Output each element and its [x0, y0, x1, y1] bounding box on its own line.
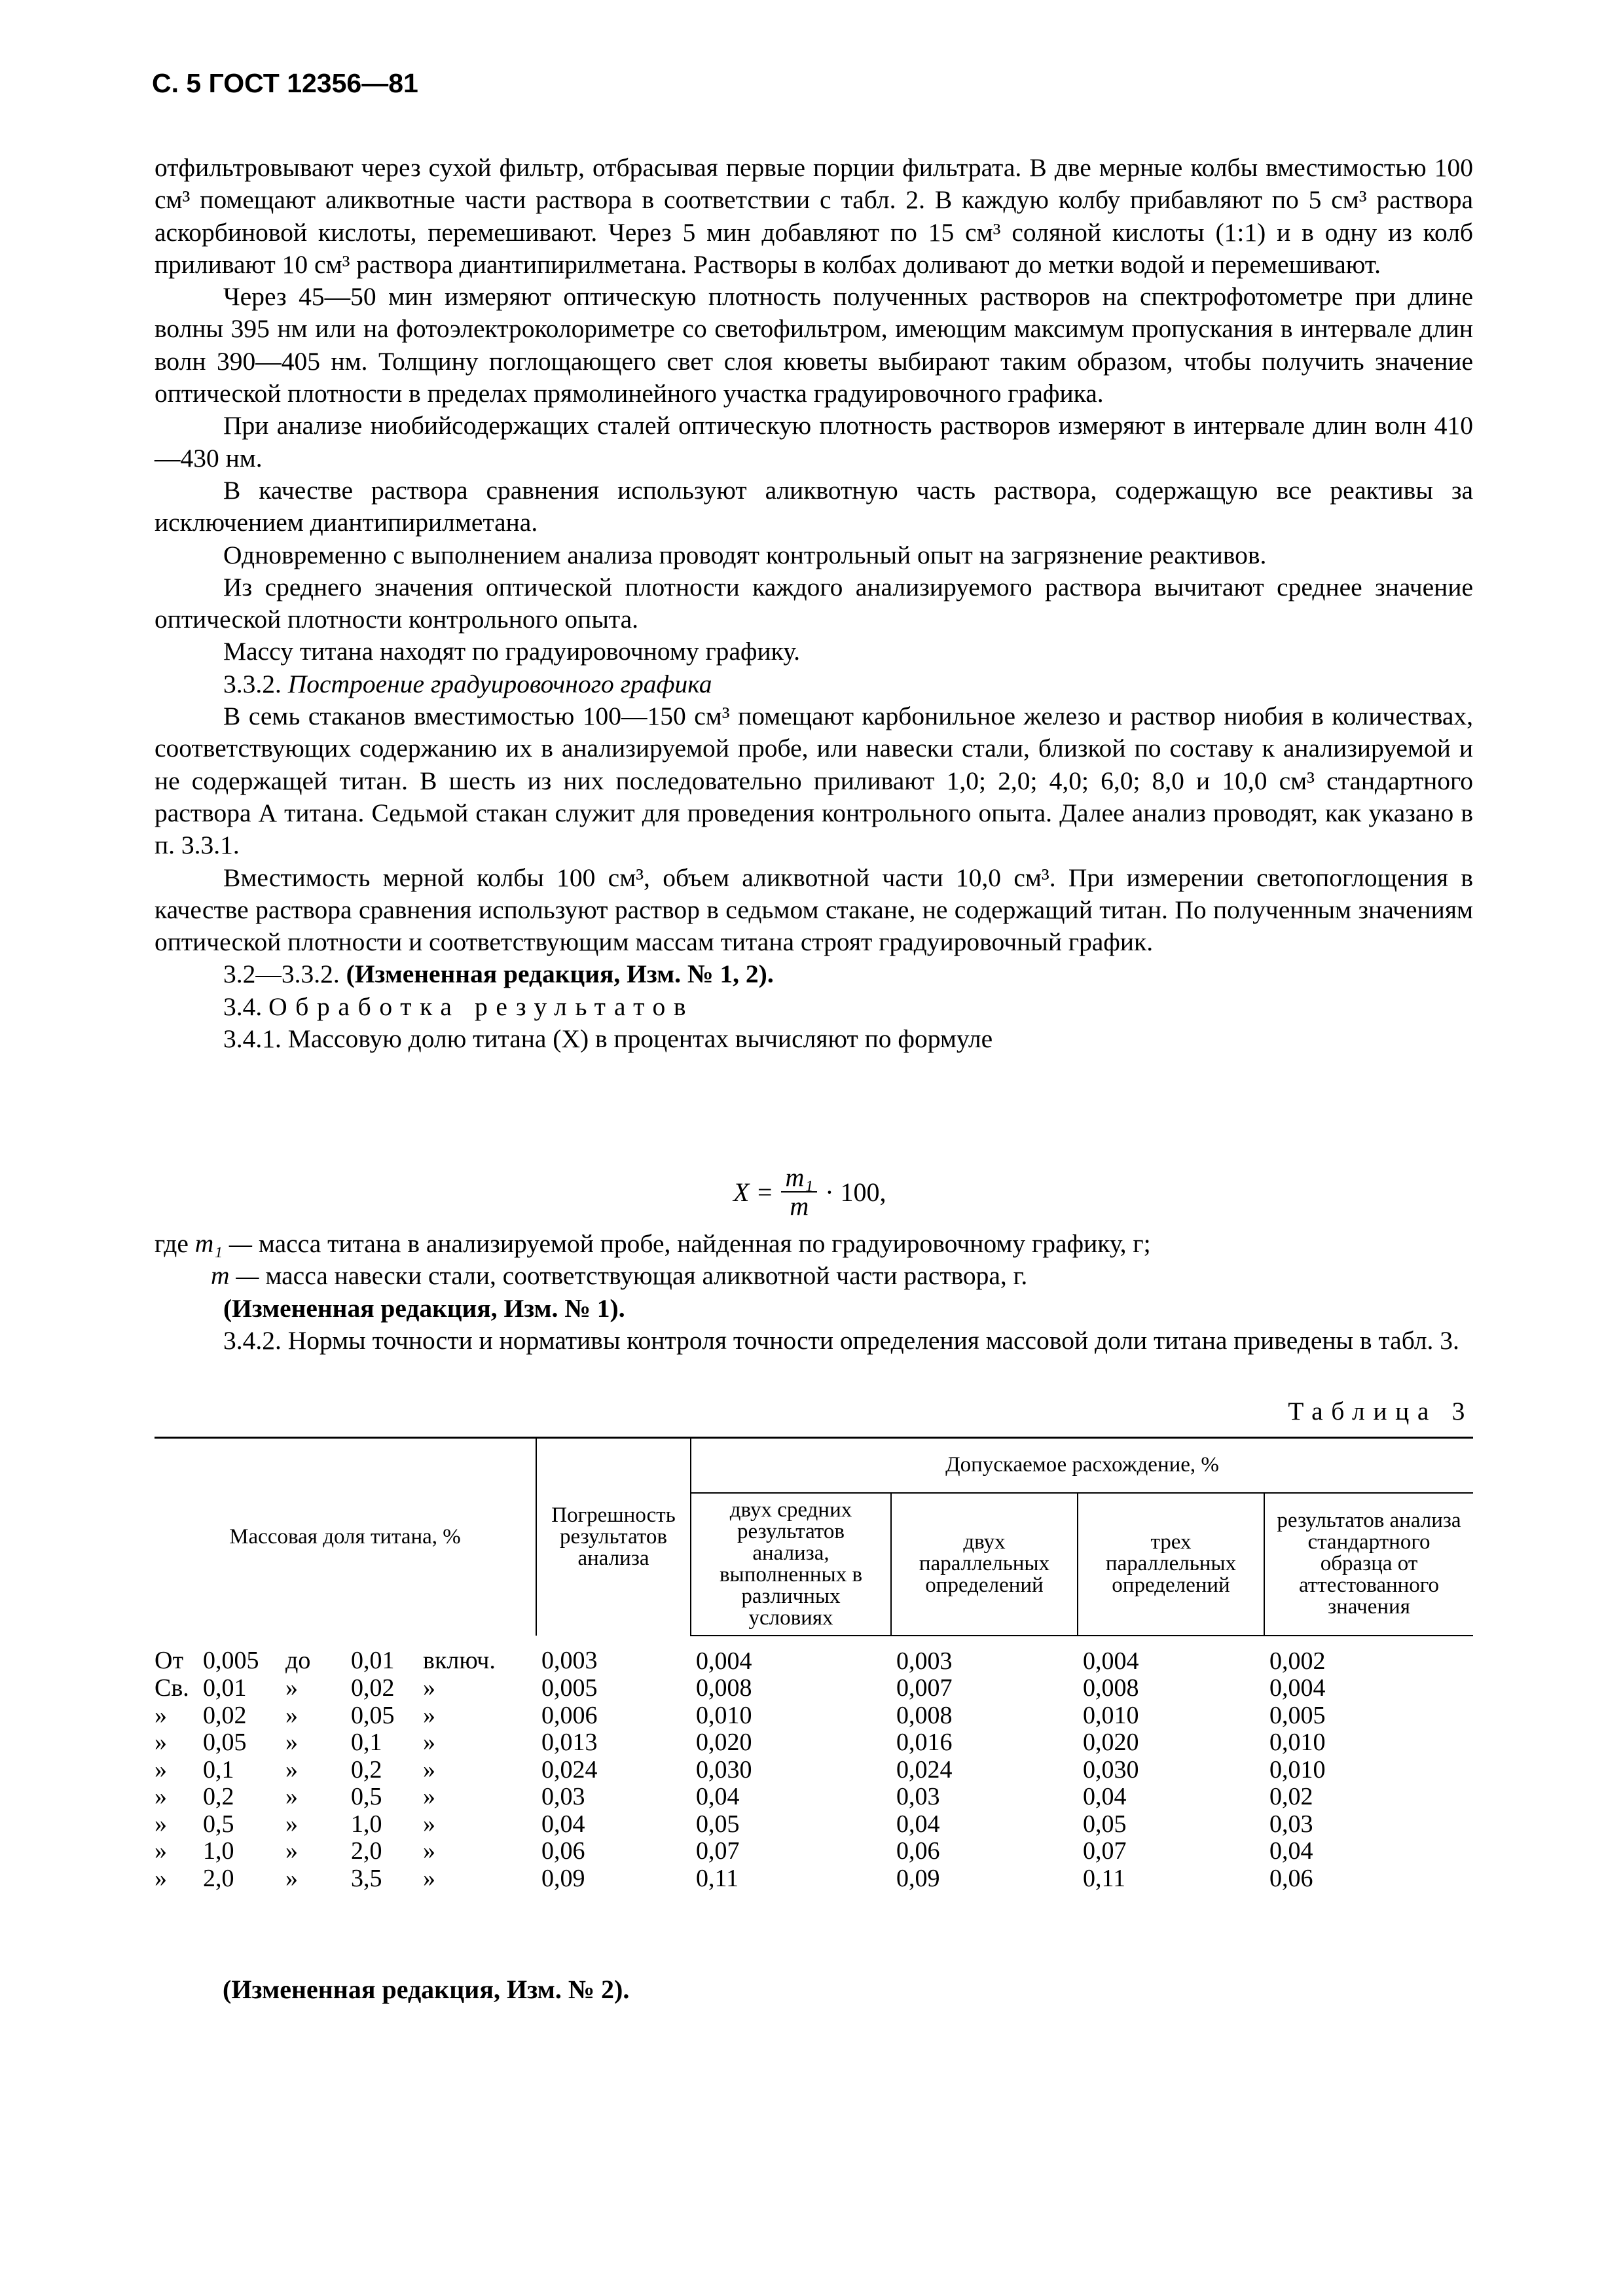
legend-lead: где [155, 1229, 189, 1258]
range-suffix: включ. [423, 1646, 496, 1674]
error-cell: 0,024 [541, 1755, 598, 1784]
range-low: 0,02 [203, 1701, 247, 1729]
mass-range-cell [155, 1636, 536, 1676]
range-mid: » [285, 1729, 298, 1756]
paragraph: При анализе ниобийсодержащих сталей оптическую плотность растворов измеряют в интервале длин волн 410—430 нм. [155, 411, 1473, 473]
table-3 [155, 1437, 1473, 1892]
range-mid: » [285, 1864, 298, 1892]
formula [733, 1164, 886, 1220]
range-prefix: » [155, 1701, 167, 1729]
formula-denominator: m [790, 1191, 809, 1221]
standard-sample-cell: 0,004 [1269, 1674, 1326, 1702]
two-means-cell: 0,05 [696, 1810, 740, 1838]
section-heading-3-4 [155, 991, 1473, 1023]
header-mass-fraction: Массовая доля титана, % [155, 1438, 536, 1636]
mass-range-cell [155, 1702, 536, 1730]
mass-range-cell [155, 1757, 536, 1784]
range-low: 0,2 [203, 1783, 234, 1810]
standard-sample-cell: 0,02 [1269, 1783, 1313, 1810]
legend-symbol: m₁ — [194, 1229, 253, 1258]
range-low: 0,01 [203, 1674, 247, 1702]
range-suffix: » [423, 1674, 435, 1702]
mass-range-cell [155, 1729, 536, 1757]
range-prefix: » [155, 1729, 167, 1756]
range-high: 0,1 [351, 1729, 382, 1756]
two-means-cell: 0,07 [696, 1837, 740, 1865]
section-number: 3.4. [223, 992, 263, 1021]
legend-desc: масса титана в анализируемой пробе, найденная по градуировочному графику, г; [258, 1229, 1151, 1258]
section-title: Построение градуировочного графика [287, 669, 712, 698]
standard-sample-cell: 0,06 [1269, 1864, 1313, 1892]
paragraph: Нормы точности и нормативы контроля точности определения массовой доли титана приведены в табл. 3. [287, 1325, 1459, 1355]
table-row [155, 1636, 1473, 1676]
error-cell: 0,04 [541, 1810, 585, 1838]
range-low: 1,0 [203, 1837, 234, 1865]
mass-range-cell [155, 1784, 536, 1811]
range-mid: » [285, 1755, 298, 1784]
mass-range-cell [155, 1811, 536, 1839]
range-mid: » [285, 1783, 298, 1810]
range-low: 0,5 [203, 1810, 234, 1838]
range-suffix: » [423, 1729, 435, 1756]
formula-numerator: m₁ [781, 1164, 817, 1193]
header-standard-sample: результатов анализа стандартного образца от аттестованного значения [1264, 1493, 1473, 1636]
three-parallel-cell: 0,008 [1083, 1674, 1139, 1702]
paragraph: отфильтровывают через сухой фильтр, отбрасывая первые порции фильтрата. В две мерные колбы вместимостью 100 см³ помещают аликвотные части раствора в соответствии с табл. 2. В каждую колбу прибавляют по 5 см³ раствора аскорбиновой кислоты, перемешивают. Через 5 мин добавляют по 15 см³ соляной кислоты (1:1) и в одну из колб приливают 10 см³ раствора диантипирилметана. Растворы в колбах доливают до метки водой и перемешивают. [155, 153, 1473, 279]
two-parallel-cell: 0,003 [896, 1647, 953, 1675]
two-parallel-cell: 0,03 [896, 1783, 940, 1810]
two-means-cell: 0,010 [696, 1701, 752, 1729]
range-low: 0,005 [203, 1646, 259, 1674]
range-suffix: » [423, 1810, 435, 1838]
standard-sample-cell: 0,03 [1269, 1810, 1313, 1838]
amendment-note: (Измененная редакция, Изм. № 1). [223, 1293, 625, 1323]
range-low: 0,05 [203, 1729, 247, 1756]
two-parallel-cell: 0,024 [896, 1755, 953, 1784]
two-parallel-cell: 0,09 [896, 1864, 940, 1892]
paragraph: В качестве раствора сравнения используют аликвотную часть раствора, содержащую все реактивы за исключением диантипирилметана. [155, 475, 1473, 537]
three-parallel-cell: 0,020 [1083, 1729, 1139, 1756]
range-low: 0,1 [203, 1755, 234, 1784]
range-prefix: » [155, 1864, 167, 1892]
three-parallel-cell: 0,04 [1083, 1783, 1127, 1810]
section-number: 3.3.2. [223, 669, 282, 698]
range-mid: до [285, 1646, 311, 1674]
standard-sample-cell: 0,04 [1269, 1837, 1313, 1865]
page-header: С. 5 ГОСТ 12356—81 [152, 68, 418, 98]
accuracy-table [155, 1437, 1473, 1892]
two-means-cell: 0,030 [696, 1755, 752, 1784]
range-high: 0,05 [351, 1701, 395, 1729]
table-row [155, 1784, 1473, 1811]
three-parallel-cell: 0,05 [1083, 1810, 1127, 1838]
paragraph: Массовую долю титана (X) в процентах вычисляют по формуле [287, 1024, 993, 1054]
three-parallel-cell: 0,030 [1083, 1755, 1139, 1784]
header-two-means: двух средних результатов анализа, выполненных в различных условиях [691, 1493, 891, 1636]
formula-rhs: · 100, [825, 1177, 886, 1207]
error-cell: 0,005 [541, 1674, 598, 1702]
formula-legend [155, 1228, 1473, 1357]
range-prefix: » [155, 1783, 167, 1810]
range-prefix: От [155, 1646, 184, 1674]
range-mid: » [285, 1701, 298, 1729]
range-prefix: » [155, 1837, 167, 1865]
three-parallel-cell: 0,004 [1083, 1647, 1139, 1675]
table-row [155, 1702, 1473, 1730]
error-cell: 0,03 [541, 1783, 585, 1810]
paragraph: Из среднего значения оптической плотности каждого анализируемого раствора вычитают среднее значение оптической плотности контрольного опыта. [155, 572, 1473, 634]
two-parallel-cell: 0,04 [896, 1810, 940, 1838]
error-cell: 0,013 [541, 1729, 598, 1756]
range-low: 2,0 [203, 1864, 234, 1892]
section-number: 3.2—3.3.2. [223, 960, 340, 989]
error-cell: 0,06 [541, 1837, 585, 1865]
two-means-cell: 0,11 [696, 1864, 739, 1892]
formula-lhs: X = [733, 1177, 774, 1207]
range-prefix: » [155, 1755, 167, 1784]
legend-symbol: m — [211, 1261, 259, 1291]
table-row [155, 1675, 1473, 1702]
error-cell: 0,09 [541, 1864, 585, 1892]
section-heading-3-3-2 [155, 668, 1473, 700]
range-suffix: » [423, 1837, 435, 1865]
range-prefix: Св. [155, 1674, 189, 1702]
range-mid: » [285, 1837, 298, 1865]
mass-range-cell [155, 1675, 536, 1702]
legend-m [155, 1260, 1473, 1292]
two-means-cell: 0,008 [696, 1674, 752, 1702]
amendment-text: (Измененная редакция, Изм. № 1, 2). [346, 960, 774, 989]
three-parallel-cell: 0,010 [1083, 1701, 1139, 1729]
body-text [155, 152, 1473, 1055]
mass-range-cell [155, 1838, 536, 1865]
section-number: 3.4.1. [223, 1024, 282, 1054]
table-row [155, 1757, 1473, 1784]
range-high: 0,02 [351, 1674, 395, 1702]
header-two-parallel: двух параллельных определений [891, 1493, 1078, 1636]
legend-m1 [155, 1228, 1473, 1260]
range-high: 0,2 [351, 1755, 382, 1784]
range-prefix: » [155, 1810, 167, 1838]
standard-sample-cell: 0,010 [1269, 1755, 1326, 1784]
header-allowed-discrepancy: Допускаемое расхождение, % [691, 1438, 1473, 1493]
table-row [155, 1811, 1473, 1839]
mass-range-cell [155, 1865, 536, 1893]
section-number: 3.4.2. [223, 1325, 282, 1355]
section-3-4-2 [155, 1325, 1473, 1357]
three-parallel-cell: 0,07 [1083, 1837, 1127, 1865]
range-suffix: » [423, 1864, 435, 1892]
legend-desc: масса навески стали, соответствующая аликвотной части раствора, г. [265, 1261, 1028, 1291]
range-suffix: » [423, 1701, 435, 1729]
table-body [155, 1636, 1473, 1893]
table-row [155, 1865, 1473, 1893]
table-row [155, 1729, 1473, 1757]
range-suffix: » [423, 1755, 435, 1784]
standard-sample-cell: 0,002 [1269, 1647, 1326, 1675]
header-error: Погрешность результатов анализа [536, 1438, 691, 1636]
two-means-cell: 0,004 [696, 1647, 752, 1675]
formula-fraction [781, 1164, 817, 1220]
range-high: 2,0 [351, 1837, 382, 1865]
header-three-parallel: трех параллельных определений [1078, 1493, 1264, 1636]
table-caption: Таблица 3 [1288, 1397, 1473, 1426]
two-means-cell: 0,04 [696, 1783, 740, 1810]
range-mid: » [285, 1674, 298, 1702]
paragraph: В семь стаканов вместимостью 100—150 см³ помещают карбонильное железо и раствор ниобия в количествах, соответствующих содержанию их в анализируемой пробе, или навески стали, близкой по составу к анализируемой и не содержащей титан. В шесть из них последовательно приливают 1,0; 2,0; 4,0; 6,0; 8,0 и 10,0 см³ стандартного раствора А титана. Седьмой стакан служит для проведения контрольного опыта. Далее анализ проводят, как указано в п. 3.3.1. [155, 702, 1473, 860]
range-suffix: » [423, 1783, 435, 1810]
section-title: Обработка результатов [268, 992, 695, 1021]
two-parallel-cell: 0,06 [896, 1837, 940, 1865]
standard-sample-cell: 0,010 [1269, 1729, 1326, 1756]
two-means-cell: 0,020 [696, 1729, 752, 1756]
standard-sample-cell: 0,005 [1269, 1701, 1326, 1729]
three-parallel-cell: 0,11 [1083, 1864, 1126, 1892]
paragraph: Через 45—50 мин измеряют оптическую плотность полученных растворов на спектрофотометре при длине волны 395 нм или на фотоэлектроколориметре со светофильтром, имеющим максимум пропускания в интервале длин волн 390—405 нм. Толщину поглощающего свет слоя кюветы выбирают таким образом, чтобы получить значение оптической плотности в пределах прямолинейного участка градуировочного графика. [155, 282, 1473, 408]
section-3-4-1 [155, 1023, 1473, 1055]
two-parallel-cell: 0,007 [896, 1674, 953, 1702]
error-cell: 0,003 [541, 1646, 598, 1674]
paragraph: Массу титана находят по градуировочному графику. [223, 637, 800, 666]
range-mid: » [285, 1810, 298, 1838]
range-high: 0,01 [351, 1646, 395, 1674]
amendment-note [155, 958, 1473, 990]
table-row [155, 1838, 1473, 1865]
range-high: 1,0 [351, 1810, 382, 1838]
amendment-note: (Измененная редакция, Изм. № 2). [223, 1975, 630, 2004]
range-high: 0,5 [351, 1783, 382, 1810]
paragraph: Вместимость мерной колбы 100 см³, объем аликвотной части 10,0 см³. При измерении светопоглощения в качестве раствора сравнения используют раствор в седьмом стакане, не содержащий титан. По полученным значениям оптической плотности и соответствующим массам титана строят градуировочный график. [155, 863, 1473, 957]
paragraph: Одновременно с выполнением анализа проводят контрольный опыт на загрязнение реактивов. [223, 540, 1267, 569]
error-cell: 0,006 [541, 1701, 598, 1729]
range-high: 3,5 [351, 1864, 382, 1892]
two-parallel-cell: 0,016 [896, 1729, 953, 1756]
two-parallel-cell: 0,008 [896, 1701, 953, 1729]
